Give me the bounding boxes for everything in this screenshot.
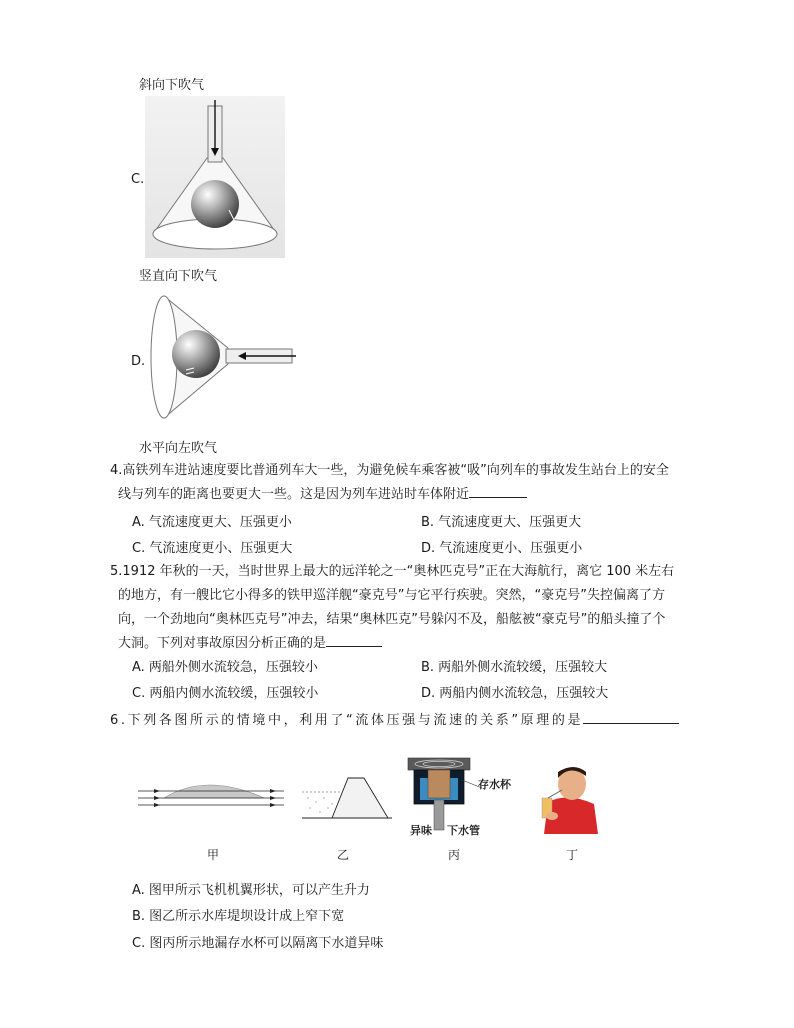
figd-caption-above: 竖直向下吹气 [139, 269, 218, 284]
funnel-c-illustration [145, 96, 285, 258]
drain-odor-label: 异味 [410, 824, 432, 837]
q5-option-b: B. 两船外侧水流较缓，压强较大 [421, 660, 608, 675]
q5-answer-blank [326, 632, 382, 647]
fig-label-yi: 乙 [336, 848, 349, 862]
fig-label-ding: 丁 [565, 848, 578, 862]
q4-option-c: C. 气流速度更小、压强更大 [132, 541, 293, 556]
q4-option-d: D. 气流速度更小、压强更小 [421, 541, 583, 556]
drain-cup-label: 存水杯 [478, 778, 511, 791]
dam-illustration [302, 774, 392, 824]
q4-line2: 线与列车的距离也要更大一些。这是因为列车进站时车体附近 [118, 487, 470, 502]
q6-answer-blank [583, 709, 679, 724]
q6-option-b: B. 图乙所示水库堤坝设计成上窄下宽 [132, 909, 345, 924]
question-5 [110, 560, 708, 656]
figd-option-letter: D. [131, 354, 146, 369]
fig-label-bing: 丙 [447, 848, 460, 862]
q4-number: 4. [110, 463, 123, 478]
q5-option-a: A. 两船外侧水流较急，压强较小 [132, 660, 318, 675]
q5-option-d: D. 两船内侧水流较急，压强较大 [421, 686, 609, 701]
q6-number: 6. [110, 713, 128, 728]
q5-option-c: C. 两船内侧水流较缓，压强较小 [132, 686, 319, 701]
q4-line1: 高铁列车进站速度要比普通列车大一些，为避免候车乘客被“吸”向列车的事故发生站台上的安全 [122, 463, 669, 478]
q6-line1: 下列各图所示的情境中，利用了“流体压强与流速的关系”原理的是 [127, 713, 584, 728]
question-4 [110, 459, 708, 507]
question-6 [110, 709, 700, 733]
q4-option-b: B. 气流速度更大、压强更大 [421, 515, 582, 530]
q5-line4: 大洞。下列对事故原因分析正确的是 [118, 636, 327, 651]
boy-drinking-illustration [534, 760, 604, 834]
q4-answer-blank [469, 483, 527, 498]
q5-line3: 向，一个劲地向“奥林匹克号”冲去，结果“奥林匹克”号躲闪不及，船舷被“豪克号”的船头撞了个 [118, 612, 666, 627]
q5-number: 5. [110, 564, 123, 579]
fig-label-jia: 甲 [206, 848, 219, 862]
figc-caption: 斜向下吹气 [139, 78, 205, 93]
q4-option-a: A. 气流速度更大、压强更小 [132, 515, 292, 530]
airfoil-illustration [136, 774, 286, 824]
q6-option-c: C. 图丙所示地漏存水杯可以隔离下水道异味 [132, 936, 384, 951]
drain-pipe-label: 下水管 [447, 824, 480, 837]
figd-caption-below: 水平向左吹气 [139, 441, 218, 456]
q5-line1: 1912 年秋的一天，当时世界上最大的远洋轮之一“奥林匹克号”正在大海航行，离它 100 米左右 [122, 564, 675, 579]
figc-option-letter: C. [131, 172, 145, 187]
funnel-d-illustration [148, 292, 300, 422]
q6-option-a: A. 图甲所示飞机机翼形状，可以产生升力 [132, 883, 370, 898]
q5-line2: 的地方，有一艘比它小得多的铁甲巡洋舰“豪克号”与它平行疾驶。突然，“豪克号”失控偏离了方 [118, 588, 665, 603]
